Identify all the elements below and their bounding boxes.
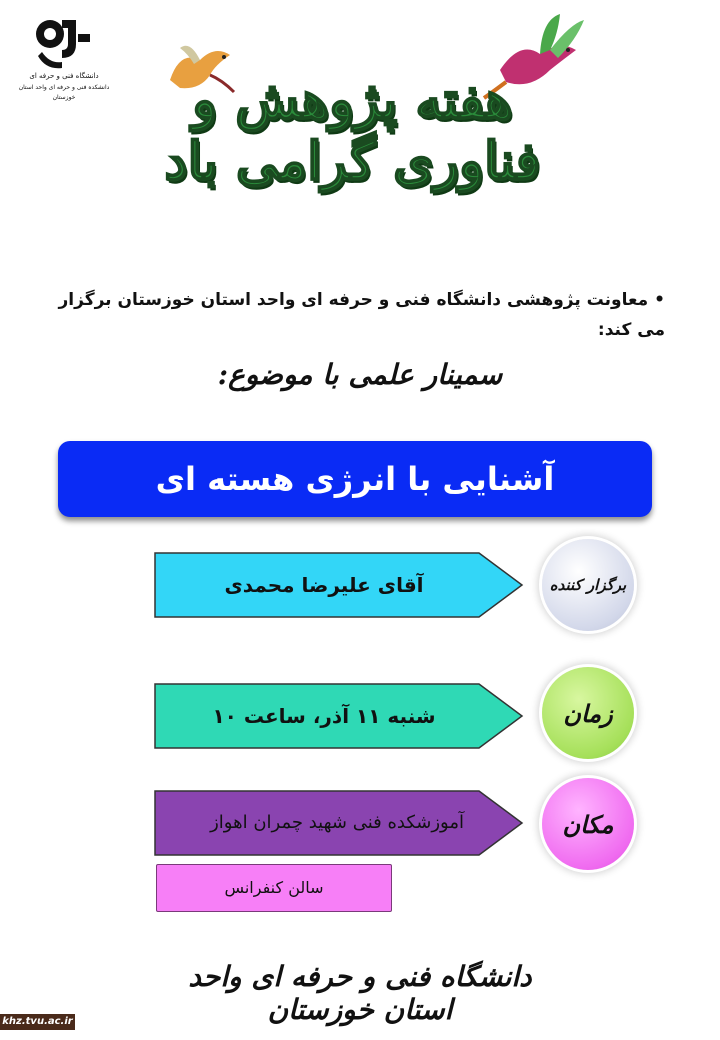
seminar-title-box [58,441,652,517]
logo-text-line: خوزستان [52,94,76,101]
time-label-circle [542,667,634,759]
hall-box [156,864,392,912]
intro-paragraph [40,285,665,345]
seminar-title: آشنایی با انرژی هسته ای [155,460,555,498]
bullet-icon: • [654,290,665,310]
time-label: زمان [563,698,613,728]
topic-label: سمینار علمی با موضوع: [217,358,503,391]
organizer-label: برگزار کننده [549,576,627,594]
logo-text-line: دانشکده فنی و حرفه ای واحد استان [18,84,110,91]
logo-text-line: دانشگاه فنی و حرفه ای [29,72,99,80]
place-label-circle [542,778,634,870]
university-logo [14,14,114,110]
logo-emblem-icon [32,14,96,70]
place-value: آموزشکده فنی شهید چمران اهواز [210,812,464,833]
intro-text: معاونت پژوهشی دانشگاه فنی و حرفه ای واحد استان خوزستان برگزار می کند: [58,290,665,340]
place-label: مکان [562,809,614,839]
banner-title: هفته پژوهش و فناوری گرامی باد [164,70,541,192]
place-arrow [154,788,526,858]
organizer-arrow [154,550,526,620]
footer-university-name: دانشگاه فنی و حرفه ای واحد استان خوزستان [188,960,532,1026]
domain-badge[interactable]: khz.tvu.ac.ir [0,1014,75,1030]
hall-name: سالن کنفرانس [224,878,324,897]
research-week-banner [110,10,595,280]
organizer-name: آقای علیرضا محمدی [224,573,424,597]
time-value: شنبه ۱۱ آذر، ساعت ۱۰ [212,704,436,728]
time-arrow [154,681,526,751]
organizer-label-circle [542,539,634,631]
